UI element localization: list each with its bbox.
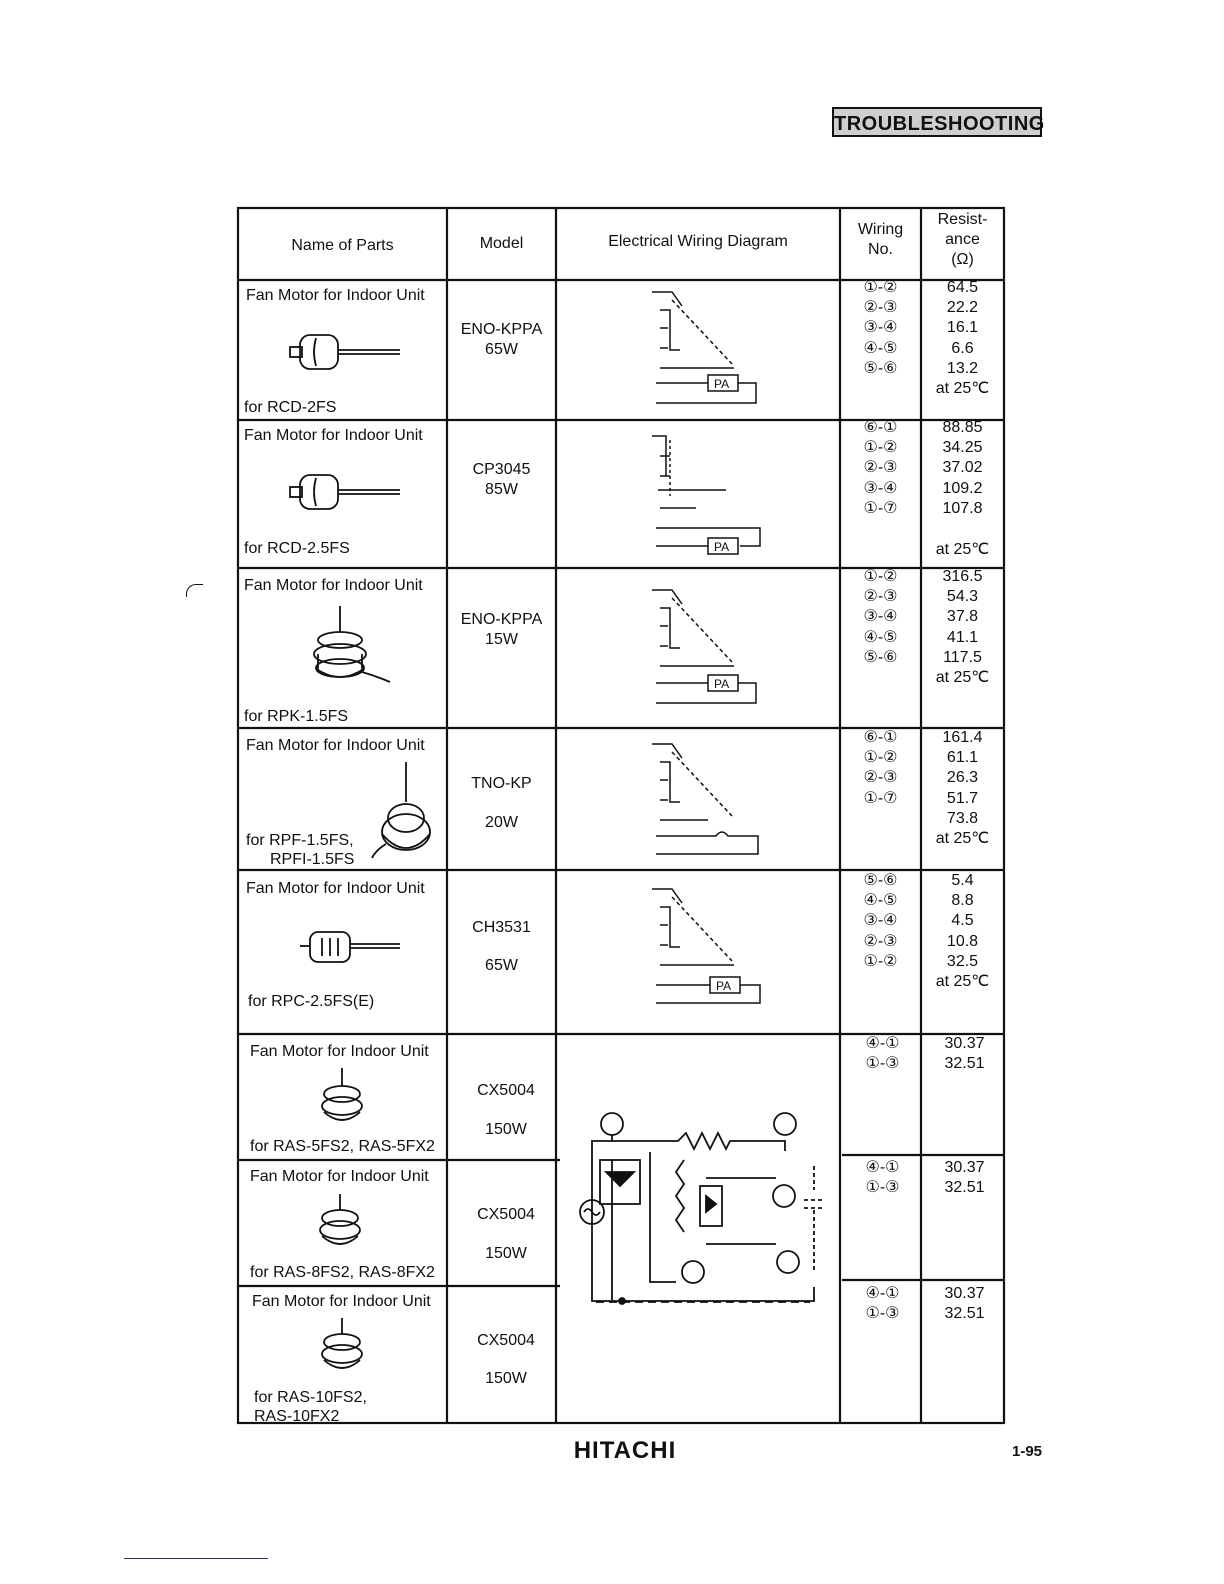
capacitor-motor-schematic: [580, 1113, 824, 1304]
part-model: CX5004: [477, 1332, 535, 1349]
part-power: 150W: [485, 1245, 527, 1262]
wiring-list: ④-① ①-③: [865, 1035, 900, 1073]
part-applicable-unit: for RAS-10FS2,: [254, 1389, 367, 1406]
part-title: Fan Motor for Indoor Unit: [244, 577, 423, 594]
resistance-list: 30.37 32.51: [944, 1285, 985, 1323]
part-title: Fan Motor for Indoor Unit: [246, 880, 425, 897]
part-title: Fan Motor for Indoor Unit: [250, 1043, 429, 1060]
part-model: CP3045: [472, 461, 531, 478]
col-header-wiring: Wiring: [857, 221, 904, 238]
wiring-list: ⑥-① ①-② ②-③ ③-④ ①-⑦: [863, 419, 898, 517]
diagram-pa-label: PA: [714, 540, 730, 554]
part-power: 15W: [485, 631, 518, 648]
part-model: CX5004: [477, 1082, 535, 1099]
resistance-list: 30.37 32.51: [944, 1035, 985, 1073]
bottom-rule: [124, 1558, 268, 1559]
wiring-list: ①-② ②-③ ③-④ ④-⑤ ⑤-⑥: [863, 279, 898, 377]
part-applicable-unit: for RCD-2FS: [244, 399, 337, 416]
wiring-list: ④-① ①-③: [865, 1285, 900, 1323]
col-header-name: Name of Parts: [291, 237, 394, 254]
part-applicable-unit-2: RAS-10FX2: [254, 1408, 340, 1425]
col-header-resistance-unit: (Ω): [951, 251, 974, 268]
part-power: 65W: [485, 341, 518, 358]
wiring-schematics: [652, 292, 760, 1003]
part-model: ENO-KPPA: [460, 321, 543, 338]
part-model: CH3531: [472, 919, 531, 936]
part-applicable-unit: for RAS-8FS2, RAS-8FX2: [250, 1264, 435, 1281]
resistance-list: 161.4 61.1 26.3 51.7 73.8 at 25℃: [935, 729, 990, 847]
wiring-list: ①-② ②-③ ③-④ ④-⑤ ⑤-⑥: [863, 568, 898, 666]
section-header-badge: TROUBLESHOOTING: [832, 107, 1042, 137]
part-applicable-unit: for RPK-1.5FS: [244, 708, 349, 725]
diagram-pa-label: PA: [714, 677, 730, 691]
resistance-list: 5.4 8.8 4.5 10.8 32.5 at 25℃: [935, 872, 990, 990]
part-power: 20W: [485, 814, 518, 831]
part-power: 85W: [485, 481, 518, 498]
brand-logo-text: HITACHI: [573, 1437, 677, 1464]
wiring-list: ④-① ①-③: [865, 1159, 900, 1197]
part-model: TNO-KP: [471, 775, 532, 792]
part-power: 150W: [485, 1370, 527, 1387]
resistance-list: 30.37 32.51: [944, 1159, 985, 1197]
diagram-pa-label: PA: [714, 377, 730, 391]
part-title: Fan Motor for Indoor Unit: [252, 1293, 431, 1310]
resistance-list: 316.5 54.3 37.8 41.1 117.5 at 25℃: [935, 568, 990, 686]
col-header-diagram: Electrical Wiring Diagram: [608, 233, 788, 250]
part-power: 150W: [485, 1121, 527, 1138]
part-applicable-unit-2: RPFI-1.5FS: [270, 851, 355, 868]
page-number: 1-95: [1012, 1443, 1043, 1460]
col-header-model: Model: [479, 235, 524, 252]
wiring-list: ⑤-⑥ ④-⑤ ③-④ ②-③ ①-②: [863, 872, 898, 970]
part-power: 65W: [485, 957, 518, 974]
resistance-list: 64.5 22.2 16.1 6.6 13.2 at 25℃: [935, 279, 990, 397]
resistance-temperature: at 25℃: [935, 541, 990, 558]
part-applicable-unit: for RCD-2.5FS: [244, 540, 350, 557]
part-model: ENO-KPPA: [460, 611, 543, 628]
col-header-wiring-2: No.: [868, 241, 893, 258]
part-applicable-unit: for RPC-2.5FS(E): [248, 993, 375, 1010]
wiring-list: ⑥-① ①-② ②-③ ①-⑦: [863, 729, 898, 807]
col-header-resistance-2: ance: [945, 231, 980, 248]
diagram-pa-label: PA: [716, 979, 732, 993]
part-title: Fan Motor for Indoor Unit: [244, 427, 423, 444]
resistance-list: 88.85 34.25 37.02 109.2 107.8: [942, 419, 983, 517]
col-header-resistance: Resist-: [937, 211, 988, 228]
margin-mark: [186, 584, 203, 597]
part-applicable-unit: for RPF-1.5FS,: [246, 832, 354, 849]
part-applicable-unit: for RAS-5FS2, RAS-5FX2: [250, 1138, 435, 1155]
part-model: CX5004: [477, 1206, 535, 1223]
part-title: Fan Motor for Indoor Unit: [246, 737, 425, 754]
part-title: Fan Motor for Indoor Unit: [246, 287, 425, 304]
part-title: Fan Motor for Indoor Unit: [250, 1168, 429, 1185]
